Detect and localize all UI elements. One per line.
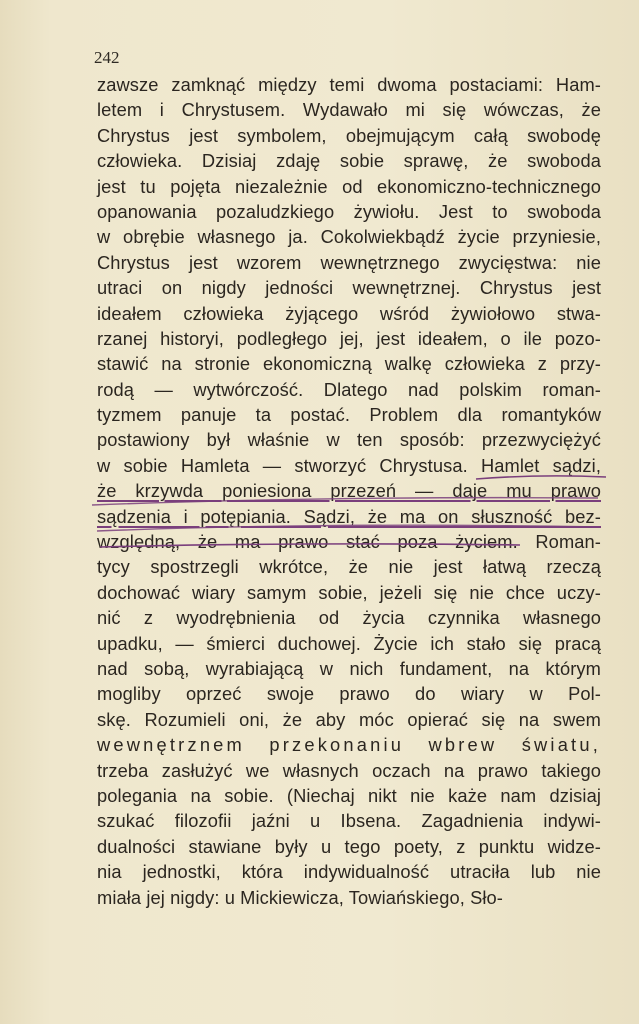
text-line: skę. Rozumieli oni, że aby móc opierać się na swem: [97, 708, 601, 730]
body-text: [97, 72, 601, 910]
text-line: Chrystus jest wzorem wewnętrznego zwycięstwa: nie: [97, 251, 601, 273]
text-line: dualności stawiane były u tego poety, z punktu widze-: [97, 835, 601, 857]
text-line: w obrębie własnego ja. Cokolwiekbądź życie przyniesie,: [97, 226, 601, 248]
text-line: dochować wiary samym sobie, jeżeli się nie chce uczy-: [97, 581, 601, 603]
text-line: tyzmem panuje ta postać. Problem dla romantyków: [97, 404, 601, 426]
text-line: wewnętrznem przekonaniu wbrew światu,: [97, 734, 601, 756]
text-line: nia jednostki, która indywidualność utraciła lub nie: [97, 861, 601, 883]
underlined-text-line: że krzywda poniesiona przezeń — daje mu prawo: [97, 480, 601, 502]
text-line: polegania na sobie. (Niechaj nikt nie każe nam dzisiaj: [97, 784, 601, 806]
text-line: w sobie Hamleta — stworzyć Chrystusa. Hamlet sądzi,: [97, 454, 601, 476]
text-line: postawiony był właśnie w ten sposób: przezwyciężyć: [97, 429, 601, 451]
text-line: rzanej historyi, podległego jej, jest ideałem, o ile pozo-: [97, 327, 601, 349]
text-line: nić z wyodrębnienia od życia czynnika własnego: [97, 607, 601, 629]
text-line: rodą — wytwórczość. Dlatego nad polskim roman-: [97, 378, 601, 400]
text-line: jest tu pojęta niezależnie od ekonomiczno-technicznego: [97, 175, 601, 197]
text-line: stawić na stronie ekonomiczną walkę człowieka z przy-: [97, 353, 601, 375]
text-line: człowieka. Dzisiaj zdaję sobie sprawę, że swoboda: [97, 150, 601, 172]
text-line: nad sobą, wyrabiającą w nich fundament, na którym: [97, 657, 601, 679]
text-line: względną, że ma prawo stać poza życiem. Roman-: [97, 531, 601, 553]
text-line: opanowania pozaludzkiego żywiołu. Jest to swoboda: [97, 200, 601, 222]
text-line: miała jej nigdy: u Mickiewicza, Towiańskiego, Sło-: [97, 886, 503, 908]
text-line: tycy spostrzegli wkrótce, że nie jest łatwą rzeczą: [97, 556, 601, 578]
text-line: upadku, — śmierci duchowej. Życie ich stało się pracą: [97, 632, 601, 654]
text-line: szukać filozofii jaźni u Ibsena. Zagadnienia indywi-: [97, 810, 601, 832]
text-line: Chrystus jest symbolem, obejmującym całą swobodę: [97, 124, 601, 146]
text-line: ideałem człowieka żyjącego wśród żywiołowo stwa-: [97, 302, 601, 324]
text-line: letem i Chrystusem. Wydawało mi się wówczas, że: [97, 99, 601, 121]
page-number: 242: [94, 48, 120, 67]
text-line: zawsze zamknąć między temi dwoma postaciami: Ham-: [97, 74, 601, 95]
underlined-text-line: sądzenia i potępiania. Sądzi, że ma on słuszność bez-: [97, 505, 601, 527]
text-line: trzeba zasłużyć we własnych oczach na prawo takiego: [97, 759, 601, 781]
text-line: utraci on nigdy jedności wewnętrznej. Chrystus jest: [97, 277, 601, 299]
text-line: mogliby oprzeć swoje prawo do wiary w Pol-: [97, 683, 601, 705]
